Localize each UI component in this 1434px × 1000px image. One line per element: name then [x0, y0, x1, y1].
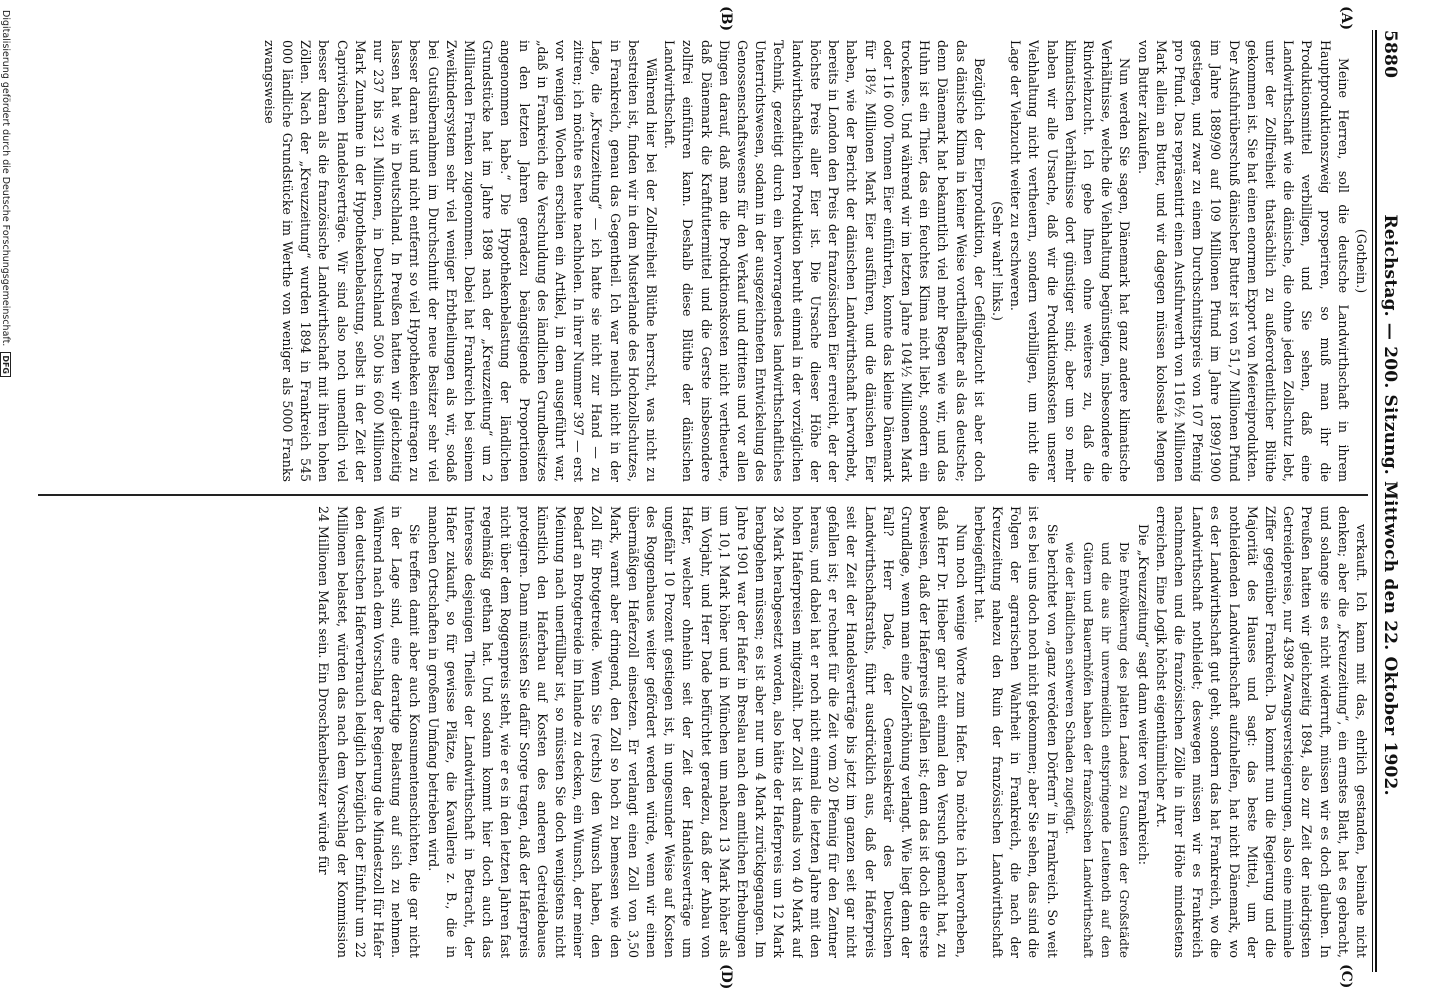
margin-mark-b: (B): [718, 6, 734, 32]
margin-mark-d: (D): [718, 964, 734, 990]
speaker-name: (Gothein.): [1354, 228, 1369, 294]
interjection: (Sehr wahr! links.): [989, 201, 1005, 321]
dfg-logo: DFG: [1, 352, 12, 377]
page-number: 5880: [1380, 30, 1400, 79]
paragraph: Sie berichtet von „ganz verödeten Dörfern“ in Frankreich. So weit ist es bei uns doch noch nicht gekommen; aber Sie sehen, das sind die Folgen der agrarischen Wahrheit in Frankreich, die nach der Kreuzzeitung nahezu den Ruin der französischen Landwirthschaft herbeigeführt hat.: [971, 506, 1060, 958]
page-header: [1380, 30, 1406, 972]
credit-text: Digitalisierung gefördert durch die Deutsche Forschungsgemeinschaft.: [0, 10, 12, 347]
paragraph: Sie treffen damit aber auch Konsumentenschichten, die gar nicht in der Lage sind, eine derartige Belastung auf sich zu nehmen. Während nach dem Vorschlag der Regierung die Mindestzoll für Hafer den deutschen Haferverbrauch lediglich bezüglich der Einfuhr um 22 Millionen belastet, würden das nach dem Vorschlag der Kommission 24 Millionen Mark sein. Ein Droschkenbesitzer würde für: [316, 506, 423, 958]
block-quote: Die Entvölkerung des platten Landes zu Gunsten der Großstädte und die aus ihr unvermeidlich entspringende Leutenoth auf den Gütern und Bauernhöfen haben der französischen Landwirthschaft wie der ländlichen schweren Schaden zugefügt.: [1062, 542, 1132, 958]
paragraph: Während hier bei der Zollfreiheit Blüthe herrscht, was nicht zu bestreiten ist, finden wir in dem Musterlande des Hochzollschutzes, in Frankreich, genau das Gegentheil. Ich war neulich nicht in der Lage, die „Kreuzzeitung“ — ich hatte sie nicht zur Hand — zu zitiren; ich möchte es heute nachholen. In ihrer Nummer 397 — erst vor wenigen Wochen erschien ein Artikel, in dem ausgeführt war, „daß in Frankreich die Verschuldung des ländlichen Grundbesitzes in den letzten Jahren geradezu beängstigende Proportionen angenommen habe.“ Die Hypothekenbelastung der ländlichen Grundstücke hat im Jahre 1898 nach der „Kreuzzeitung“ um 2 Milliarden Franken zugenommen. Dabei hat Frankreich bei seinem Zweikindersystem sehr viel weniger Erbtheilungen als wir, sodaß bei Gutsübernahmen im Durchschnitt der neue Besitzer sehr viel besser daran ist und nicht entfernt so viel Hypotheken eintragen zu lassen hat wie in Deutschland. In Preußen hatten wir gleichzeitig nur 237 bis 321 Millionen, in Deutschland 500 bis 600 Millionen Mark Zunahme in der Hypothekenbelastung, selbst in der Zeit der Caprivischen Handelsverträge. Wir sind also noch unendlich viel besser daran als die französische Landwirthschaft mit ihren hohen Zöllen. Nach der „Kreuzzeitung“ wurden 1894 in Frankreich 545 000 ländliche Grundstücke im Werthe von weniger als 5000 Franks zwangsweise: [261, 40, 660, 482]
margin-mark-a: (A): [1338, 6, 1354, 31]
paragraph: Bezüglich der Eierproduktion, der Geflügelzucht ist aber doch das dänische Klima in keiner Weise vortheilhafter als das deutsche; denn Dänemark hat bekanntlich viel mehr Regen wie wir, und das Huhn ist ein Thier, das ein feuchtes Klima nicht liebt, sondern ein trockenes. Und während wir im letzten Jahre 104½ Millionen Mark oder 116 000 Tonnen Eier einführten, konnte das kleine Dänemark für 18½ Millionen Mark Eier ausführen, und die dänischen Eier haben, wie der Bericht der dänischen Landwirthschaft hervorhebt, bereits in London den Preis der französischen Eier erreicht, der der höchste Preis aller Eier ist. Die Ursache dieser Höhe der landwirthschaftlichen Produktion beruht einmal in der vorzüglichen Technik, gezeitigt durch ein hervorragendes landwirthschaftliches Unterrichtswesen, sodann in der ausgezeichneten Entwickelung des Genossenschaftswesens für den Verkauf und drittens und vor allen Dingen darauf, daß man die Produktionskosten nicht vertheuerte, daß Dänemark die Kraftfuttermittel und die Gerste insbesondere zollfrei einführen kann. Deshalb diese Blüthe der dänischen Landwirthschaft.: [662, 40, 987, 482]
margin-mark-c: (C): [1338, 964, 1354, 989]
right-column: [40, 506, 1370, 958]
header-rule-thin: [1372, 30, 1373, 972]
column-divider: [38, 494, 1368, 496]
paragraph: Die „Kreuzzeitung“ sagt dann weiter von Frankreich:: [1135, 524, 1151, 866]
header-rule: [1375, 30, 1377, 972]
paragraph: verkauft. Ich kann mit das, ehrlich gestanden, beinahe nicht denken; aber die „Kreuzzeitung“, ein ernstes Blatt, hat es gebracht, und solange sie es nicht widerruft, müssen wir es doch glauben. In Preußen hatten wir gleichzeitig 1894, also zur Zeit der niedrigsten Getreidepreise, nur 4398 Zwangsversteigerungen, also eine minimale Ziffer gegenüber Frankreich. Da kommt nun die Regierung und die Majorität des Hauses und sagt: das beste Mittel, um der nothleidenden Landwirthschaft aufzuhelfen, hat nicht Dänemark, wo es der Landwirthschaft gut geht, sondern das hat Frankreich, wo die Landwirthschaft nothleidet; deswegen müssen wir es Frankreich nachmachen und die französischen Zölle in ihrer Höhe mindestens erreichen. Eine Logik höchst eigenthümlicher Art.: [1153, 506, 1369, 958]
paragraph: Nun noch wenige Worte zum Hafer. Da möchte ich hervorheben, daß Herr Dr. Hieber gar nicht einmal den Versuch gemacht hat, zu beweisen, daß der Haferpreis gefallen ist; denn das ist doch die erste Grundlage, wenn man eine Zollerhöhung verlangt. Wie liegt denn der Fall? Herr Dade, der Generalsekretär des Deutschen Landwirthschaftsraths, führt ausdrücklich aus, daß der Haferpreis seit der Zeit der Handelsverträge bis jetzt im ganzen seit gar nicht gefallen ist; er rechnet für die Zeit vom 20 Pfennig für den Zentner heraus, und dabei hat er noch nicht einmal die letzten Jahre mit den hohen Haferpreisen mitgezählt. Der Zoll ist damals von 40 Mark auf 28 Mark herabgesetzt worden, also hätte der Haferpreis um 12 Mark herabgehen müssen; es ist aber nur um 4 Mark zurückgegangen. Im Jahre 1901 war der Hafer in Breslau nach den amtlichen Erhebungen um 10,1 Mark höher und in München um nahezu 13 Mark höher als im Vorjahr, und Herr Dade befürchtet geradezu, daß der Anbau von Hafer, welcher ohnehin seit der Zeit der Handelsverträge um ungefähr 10 Prozent gestiegen ist, in ungesunder Weise auf Kosten des Roggenbaues weiter gefördert werden würde, wenn wir einen übermäßigen Haferzoll einsetzen. Er verlangt einen Zoll von 3,50 Mark, warnt aber dringend, den Zoll so hoch zu bemessen wie den Zoll für Brotgetreide. Wenn Sie (rechts) den Wunsch haben, den Bedarf an Brotgetreide im Inlande zu decken, ein Wunsch, der meiner Meinung nach unerfüllbar ist, so müssten Sie doch wenigstens nicht künstlich den Haferbau auf Kosten des anderen Getreidebaues protegiren. Dann müssten Sie dafür Sorge tragen, daß der Haferpreis nicht über dem Roggenpreis steht, wie er es in den letzten Jahren fast regelmäßig gethan hat. Und sodann kommt hier doch auch das Interesse desjenigen Theiles der Landwirthschaft in Betracht, der Hafer zukauft, so für gewisse Plätze, die Kavallerie z. B., die in manchen Ortschaften in großem Umfang betrieben wird.: [425, 506, 969, 958]
digitization-credit: [0, 10, 12, 990]
paragraph: Meine Herren, soll die deutsche Landwirthschaft in ihrem Hauptproduktionszweig prosperiren, so muß man ihr die Produktionsmittel verbilligen, und Sie sehen, daß eine Landwirthschaft wie die dänische, die ohne jeden Zollschutz lebt, unter der Zollfreiheit thatsächlich zu außerordentlicher Blüthe gekommen ist. Sie hat einen enormen Export von Meiereiprodukten. Der Ausfuhrüberschuß dänischer Butter ist von 51,7 Millionen Pfund im Jahre 1889/90 auf 109 Millionen Pfund im Jahre 1899/1900 gestiegen, und zwar zu einem Durchschnittspreis von 107 Pfennig pro Pfund. Das repräsentirt einen Ausfuhrwerth von 116½ Millionen Mark allein an Butter, und wir dagegen müssen kolossale Mengen von Butter zukaufen.: [1135, 40, 1351, 482]
page-title: Reichstag. — 200. Sitzung. Mittwoch den 22. Oktober 1902.: [1380, 214, 1400, 796]
left-column: [40, 40, 1370, 482]
paragraph: Nun werden Sie sagen, Dänemark hat ganz andere klimatische Verhältnisse, welche die Viehhaltung begünstigen, insbesondere die Rindviehzucht. Ich gebe Ihnen ohne weiteres zu, daß die klimatischen Verhältnisse dort günstiger sind; aber um so mehr haben wir alle Ursache, daß wir die Produktionskosten unserer Viehhaltung nicht vertheuern, sondern verbilligen, um nicht die Lage der Viehzucht weiter zu erschweren.: [1008, 40, 1133, 482]
